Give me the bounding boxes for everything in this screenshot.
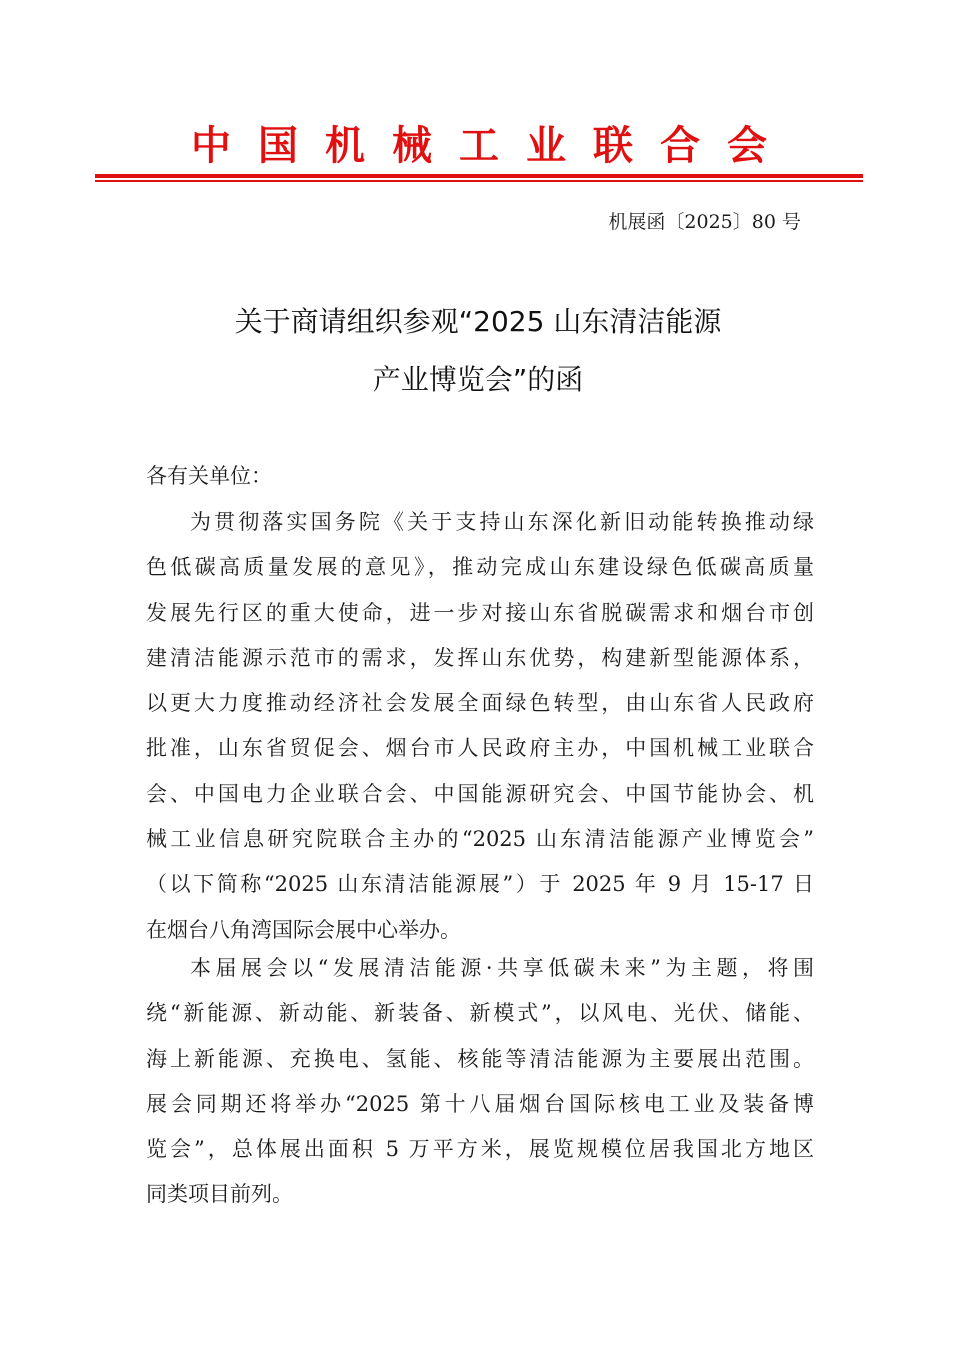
paragraph-line: 色低碳高质量发展的意见》，推动完成山东建设绿色低碳高质量 xyxy=(146,555,814,580)
paragraph-line: 建清洁能源示范市的需求，发挥山东优势，构建新型能源体系， xyxy=(146,645,814,670)
salutation: 各有关单位： xyxy=(146,464,272,488)
paragraph-line: 批准，山东省贸促会、烟台市人民政府主办，中国机械工业联合 xyxy=(146,736,814,761)
body-paragraph-2 xyxy=(146,946,814,1218)
document-title-line-2: 产业博览会”的函 xyxy=(372,363,584,396)
body-paragraph-1 xyxy=(146,500,814,953)
document-title-line-1: 关于商请组织参观“2025 山东清洁能源 xyxy=(234,305,722,338)
paragraph-line: 械工业信息研究院联合主办的“2025 山东清洁能源产业博览会” xyxy=(146,827,814,852)
paragraph-line: 发展先行区的重大使命，进一步对接山东省脱碳需求和烟台市创 xyxy=(146,600,814,625)
paragraph-line: 以更大力度推动经济社会发展全面绿色转型，由山东省人民政府 xyxy=(146,691,814,716)
paragraph-line: 本届展会以“发展清洁能源·共享低碳未来”为主题，将围 xyxy=(190,956,814,980)
organization-header: 中国机械工业联合会 xyxy=(191,123,794,169)
paragraph-line: 同类项目前列。 xyxy=(146,1182,293,1207)
paragraph-line: 绕“新能源、新动能、新装备、新模式”，以风电、光伏、储能、 xyxy=(146,1001,814,1026)
header-rule-thick xyxy=(95,174,863,178)
paragraph-line: 海上新能源、充换电、氢能、核能等清洁能源为主要展出范围。 xyxy=(146,1046,814,1071)
document-number: 机展函〔2025〕80 号 xyxy=(608,211,801,233)
paragraph-line: 在烟台八角湾国际会展中心举办。 xyxy=(146,917,461,942)
paragraph-line: 为贯彻落实国务院《关于支持山东深化新旧动能转换推动绿 xyxy=(190,510,814,534)
paragraph-line: 会、中国电力企业联合会、中国能源研究会、中国节能协会、机 xyxy=(146,781,814,806)
paragraph-line: 展会同期还将举办“2025 第十八届烟台国际核电工业及装备博 xyxy=(146,1091,814,1116)
paragraph-line: （以下简称“2025 山东清洁能源展”）于 2025 年 9 月 15-17 日 xyxy=(146,872,814,897)
paragraph-line: 览会”，总体展出面积 5 万平方米，展览规模位居我国北方地区 xyxy=(146,1137,814,1162)
header-rule-thin xyxy=(95,180,863,182)
